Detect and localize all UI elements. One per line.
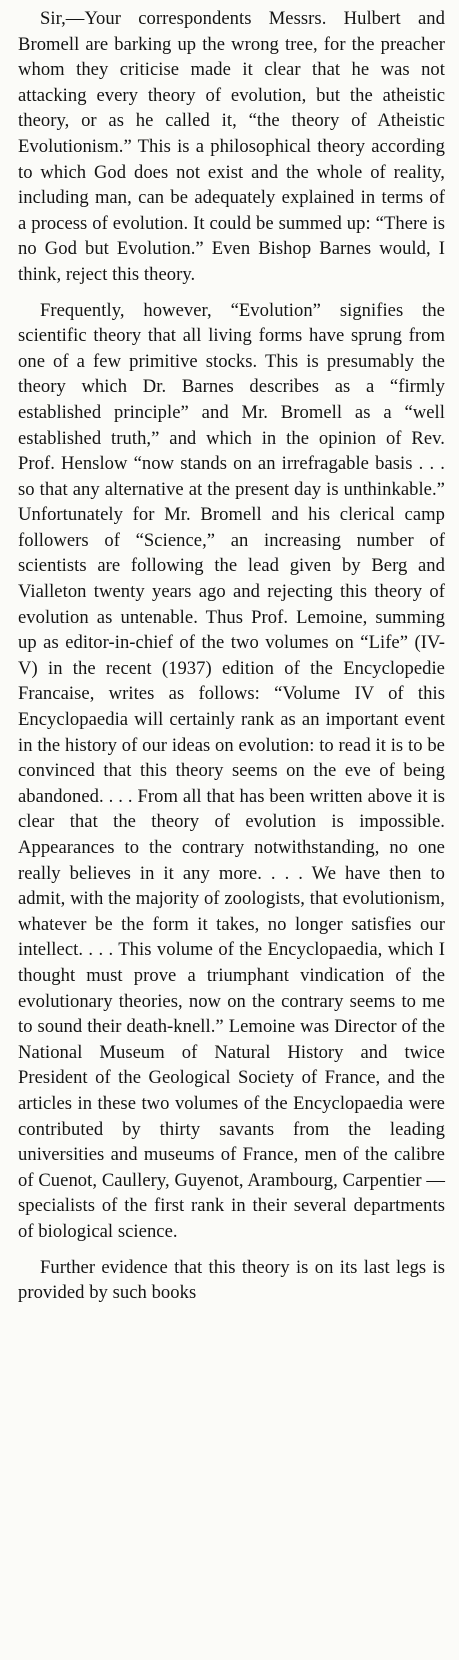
paragraph-3: Further evidence that this theory is on its last legs is provided by such books — [18, 1256, 445, 1304]
paragraph-2: Frequently, however, “Evolution” signifies the scientific theory that all living forms have sprung from one of a few primitive stocks. This is presumably the theory which Dr. Barnes describes as a “firmly established principle” and Mr. Bromell as a “well established truth,” and which in the opinion of Rev. Prof. Henslow “now stands on an irrefragable basis . . . so that any alternative at the present day is unthinkable.” Unfortunately for Mr. Bromell and his clerical camp followers of “Science,” an increasing number of scientists are following the lead given by Berg and Vialleton twenty years ago and rejecting this theory of evolution as untenable. Thus Prof. Lemoine, summing up as editor-in-chief of the two volumes on “Life” (IV-V) in the recent (1937) edition of the Encyclopedie Francaise, writes as follows: “Volume IV of this Encyclopaedia will certainly rank as an important event in the history of our ideas on evolution: to read it is to be convinced that this theory seems on the eve of being abandoned. . . . From all that has been written above it is clear that the theory of evolution is impossible. Appearances to the contrary notwithstanding, no one really believes in it any more. . . . We have then to admit, with the majority of zoologists, that evolutionism, whatever be the form it takes, no longer satisfies our intellect. . . . This volume of the Encyclopaedia, which I thought must prove a triumphant vindication of the evolutionary theories, now on the contrary seems to me to sound their death-knell.” Lemoine was Director of the National Museum of Natural History and twice President of the Geological Society of France, and the articles in these two volumes of the Encyclopaedia were contributed by thirty savants from the leading universities and museums of France, men of the calibre of Cuenot, Caullery, Guyenot, Arambourg, Carpentier — specialists of the first rank in their several departments of biological science. — [18, 299, 445, 1242]
paragraph-1: Sir,—Your correspondents Messrs. Hulbert and Bromell are barking up the wrong tree, for the preacher whom they criticise made it clear that he was not attacking every theory of evolution, but the atheistic theory, or as he called it, “the theory of Atheistic Evolutionism.” This is a philosophical theory according to which God does not exist and the whole of reality, including man, can be adequately explained in terms of a process of evolution. It could be summed up: “There is no God but Evolution.” Even Bishop Barnes would, I think, reject this theory. — [18, 8, 445, 285]
